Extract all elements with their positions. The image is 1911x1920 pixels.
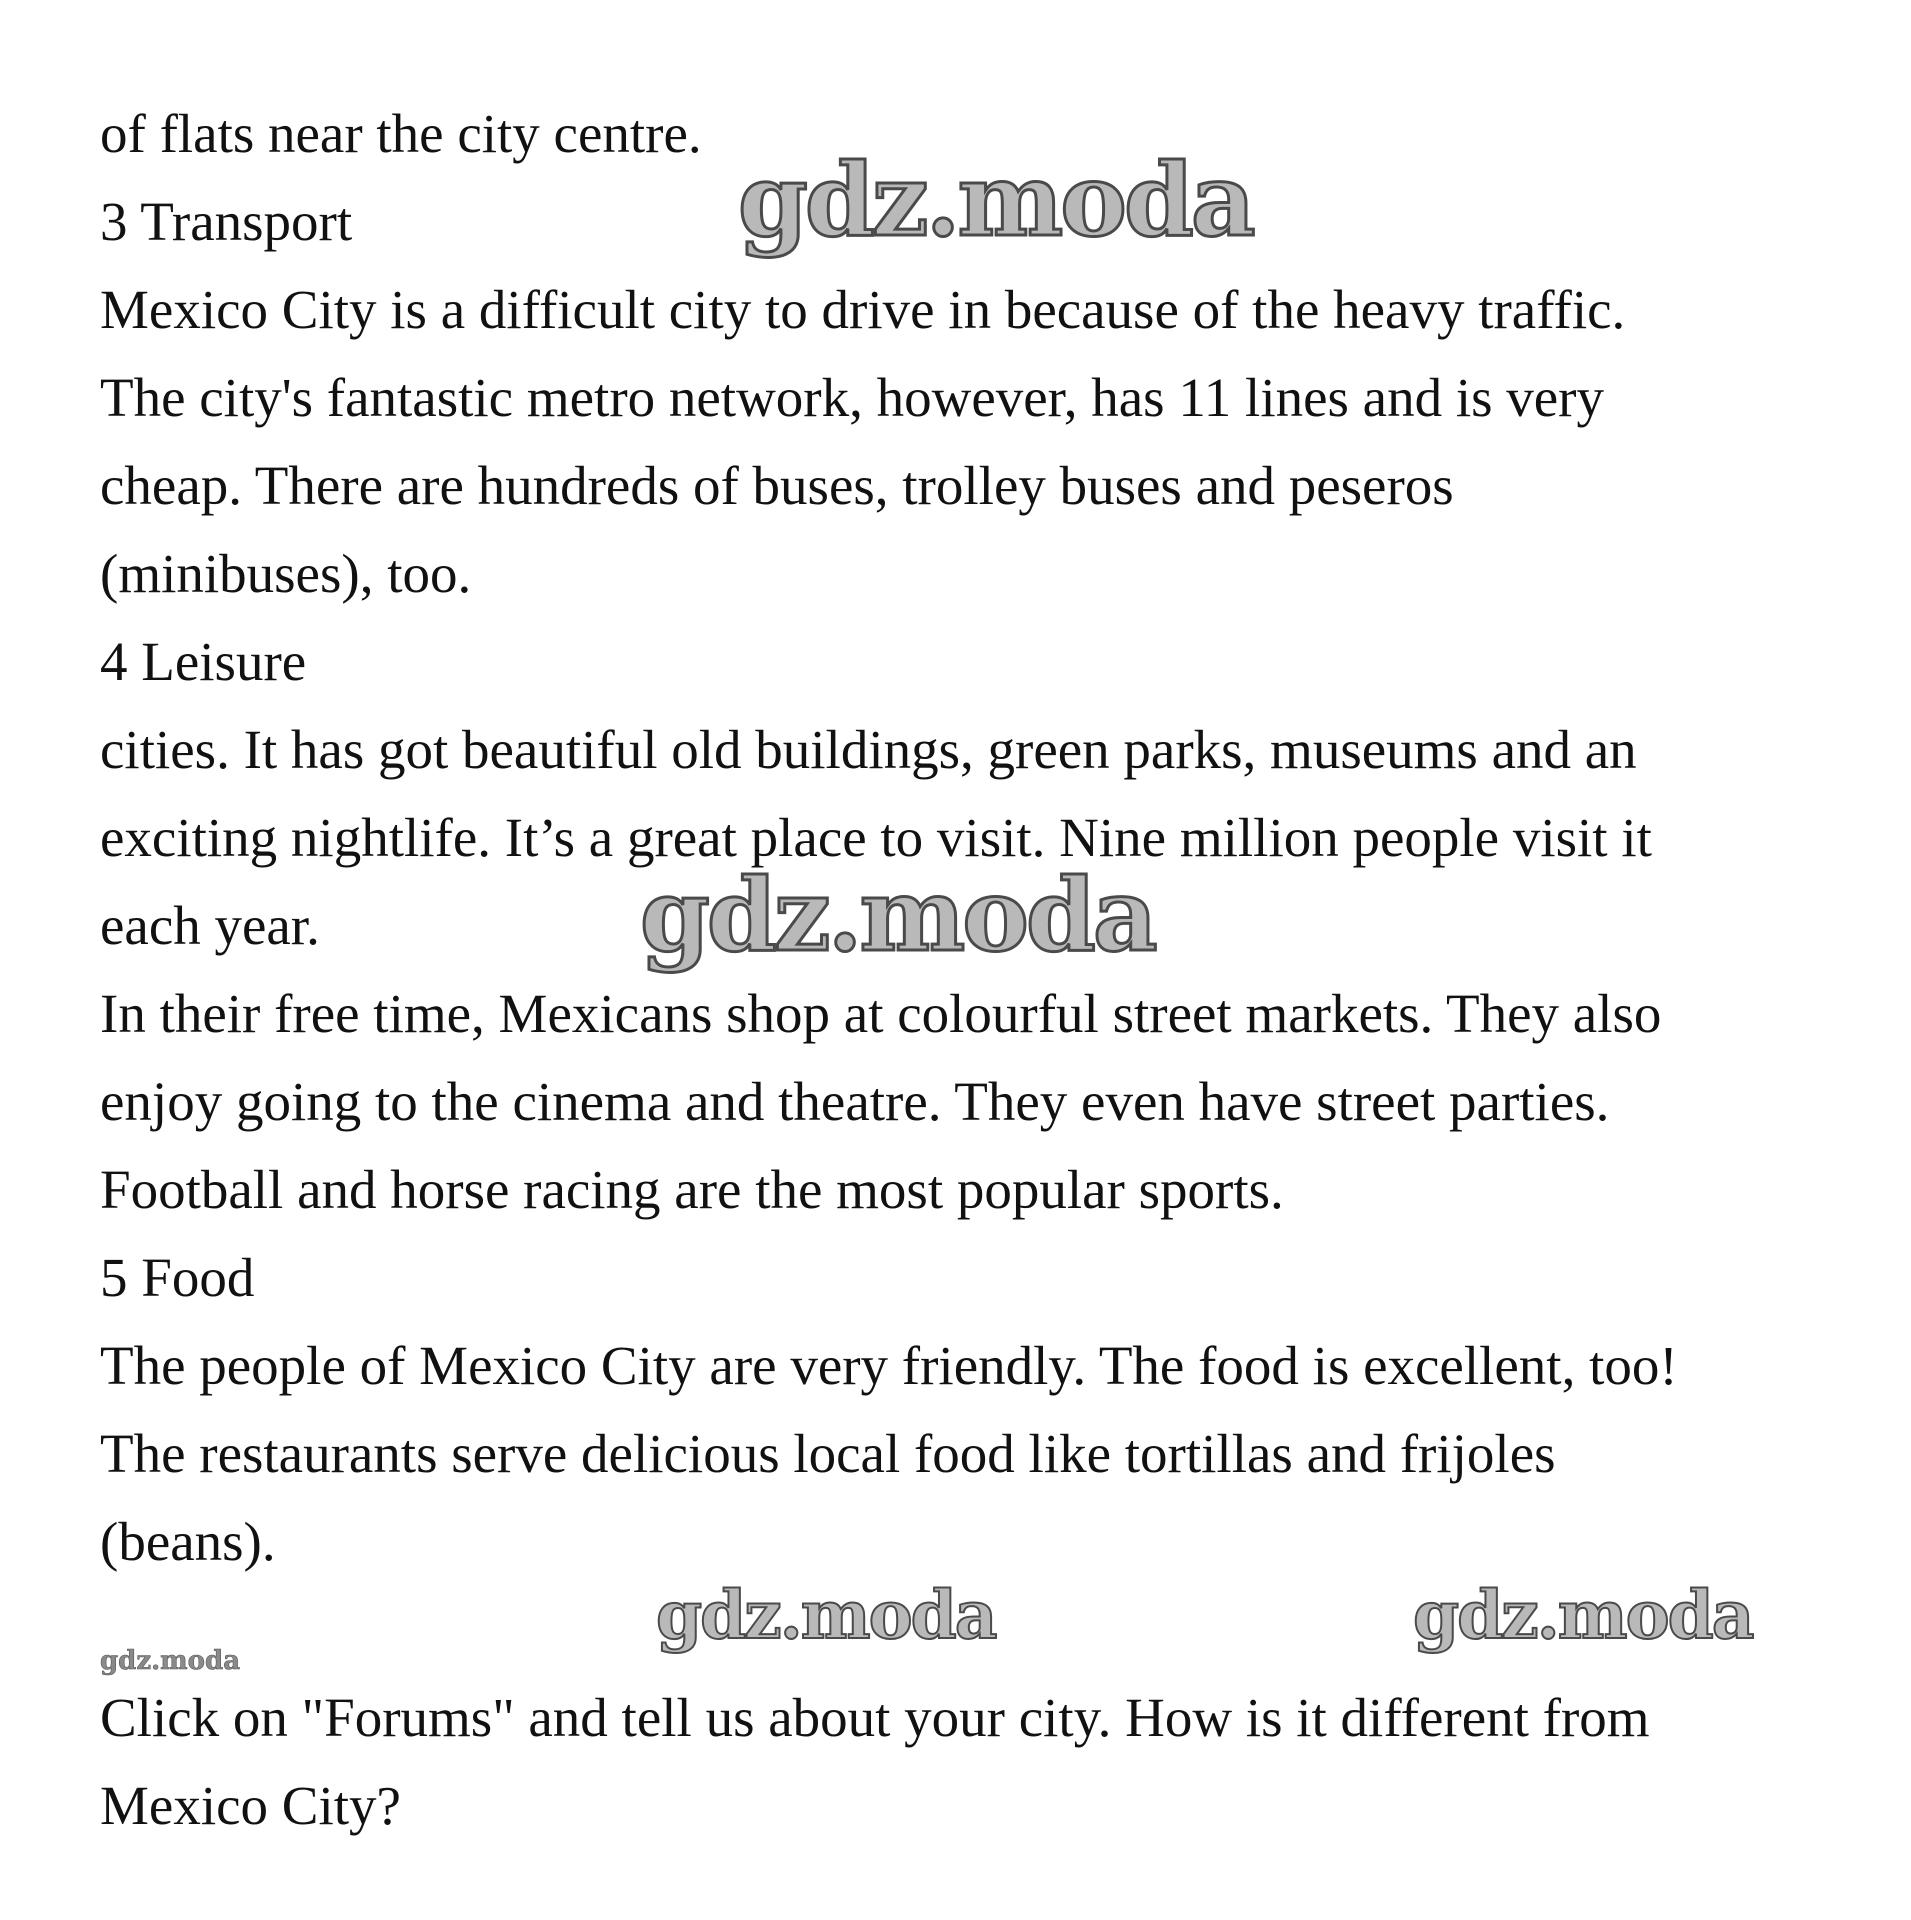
text-line: exciting nightlife. It’s a great place to visit. Nine million people visit it — [100, 807, 1652, 868]
watermark: gdz.moda — [100, 1646, 241, 1676]
text-line: In their free time, Mexicans shop at colourful street markets. They also — [100, 983, 1662, 1044]
watermark: gdz.moda — [1413, 1576, 1753, 1654]
text-line: The restaurants serve delicious local food like tortillas and frijoles — [100, 1423, 1556, 1484]
text-line: Mexico City? — [100, 1775, 401, 1836]
text-line: Click on "Forums" and tell us about your city. How is it different from — [100, 1687, 1650, 1748]
watermark: gdz.moda — [656, 1576, 996, 1654]
text-line: Football and horse racing are the most popular sports. — [100, 1159, 1284, 1220]
section-heading-transport: 3 Transport — [100, 191, 353, 252]
text-line: cheap. There are hundreds of buses, trolley buses and peseros — [100, 455, 1454, 516]
section-heading-leisure: 4 Leisure — [100, 631, 307, 692]
text-line: The city's fantastic metro network, however, has 11 lines and is very — [100, 367, 1604, 428]
text-line: (minibuses), too. — [100, 543, 472, 604]
text-line: enjoy going to the cinema and theatre. They even have street parties. — [100, 1071, 1610, 1132]
text-line: of flats near the city centre. — [100, 103, 702, 164]
text-line: (beans). — [100, 1511, 276, 1572]
watermark: gdz.moda — [640, 856, 1155, 974]
text-line: cities. It has got beautiful old buildings, green parks, museums and an — [100, 719, 1637, 780]
watermark: gdz.moda — [738, 141, 1253, 259]
text-line: Mexico City is a difficult city to drive in because of the heavy traffic. — [100, 279, 1626, 340]
text-line: each year. — [100, 895, 320, 956]
text-line: The people of Mexico City are very friendly. The food is excellent, too! — [100, 1335, 1678, 1396]
section-heading-food: 5 Food — [100, 1247, 255, 1308]
